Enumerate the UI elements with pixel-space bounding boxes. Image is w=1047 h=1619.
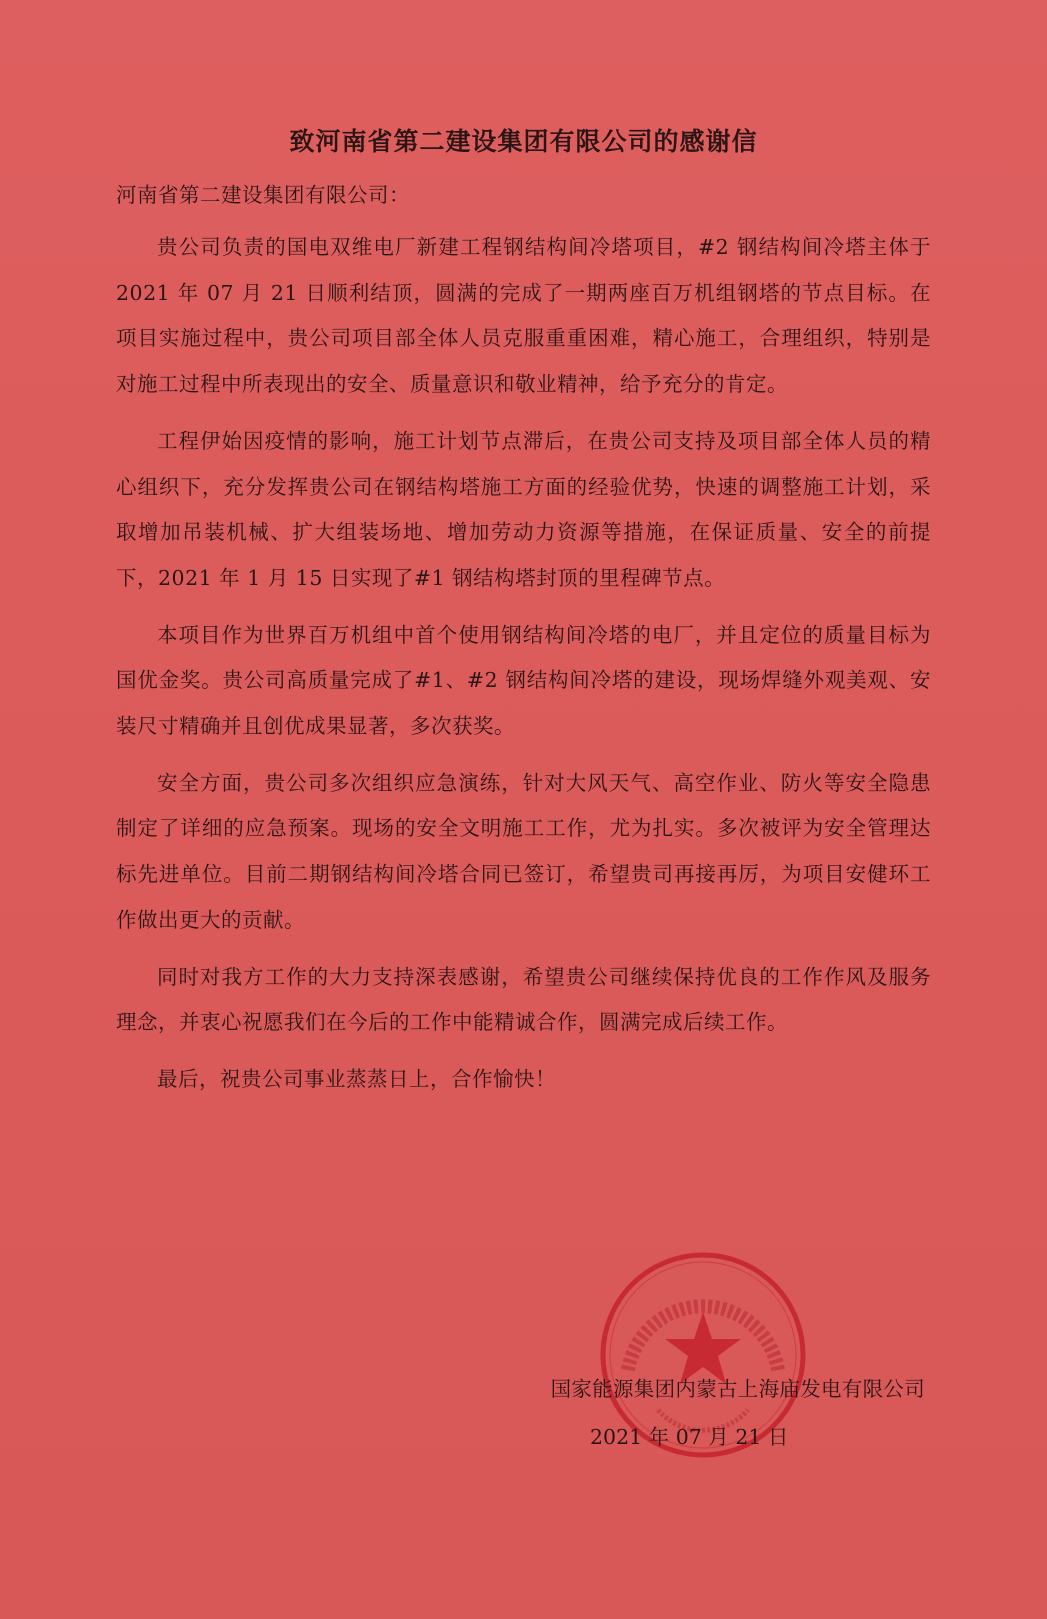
paragraph-6: 最后，祝贵公司事业蒸蒸日上，合作愉快！ xyxy=(157,1066,556,1091)
paragraph-4: 安全方面，贵公司多次组织应急演练，针对大风天气、高空作业、防火等安全隐患制定了详细的应急预案。现场的安全文明施工工作，尤为扎实。多次被评为安全管理达标先进单位。目前二期钢结构间冷塔合同已签订，希望贵司再接再厉，为项目安健环工作做出更大的贡献。 xyxy=(116,770,931,932)
letter-title: 致河南省第二建设集团有限公司的感谢信 xyxy=(289,127,758,156)
letter-salutation: 河南省第二建设集团有限公司： xyxy=(116,183,410,207)
letter-body xyxy=(116,225,931,1114)
signature-organization: 国家能源集团内蒙古上海庙发电有限公司 xyxy=(550,1377,925,1401)
signature-date: 2021 年 07 月 21 日 xyxy=(590,1425,789,1449)
paragraph-1: 贵公司负责的国电双维电厂新建工程钢结构间冷塔项目，#2 钢结构间冷塔主体于 2021 年 07 月 21 日顺利结顶，圆满的完成了一期两座百万机组钢塔的节点目标。在项目实施过程中，贵公司项目部全体人员克服重重困难，精心施工，合理组织，特别是对施工过程中所表现出的安全、质量意识和敬业精神，给予充分的肯定。 xyxy=(116,235,931,397)
paragraph-2: 工程伊始因疫情的影响，施工计划节点滞后，在贵公司支持及项目部全体人员的精心组织下，充分发挥贵公司在钢结构塔施工方面的经验优势，快速的调整施工计划，采取增加吊装机械、扩大组装场地、增加劳动力资源等措施，在保证质量、安全的前提下，2021 年 1 月 15 日实现了#1 钢结构塔封顶的里程碑节点。 xyxy=(116,428,931,590)
paragraph-5: 同时对我方工作的大力支持深表感谢，希望贵公司继续保持优良的工作作风及服务理念，并衷心祝愿我们在今后的工作中能精诚合作，圆满完成后续工作。 xyxy=(116,964,931,1035)
paragraph-3: 本项目作为世界百万机组中首个使用钢结构间冷塔的电厂，并且定位的质量目标为国优金奖。贵公司高质量完成了#1、#2 钢结构间冷塔的建设，现场焊缝外观美观、安装尺寸精确并且创优成果显著，多次获奖。 xyxy=(116,622,931,739)
